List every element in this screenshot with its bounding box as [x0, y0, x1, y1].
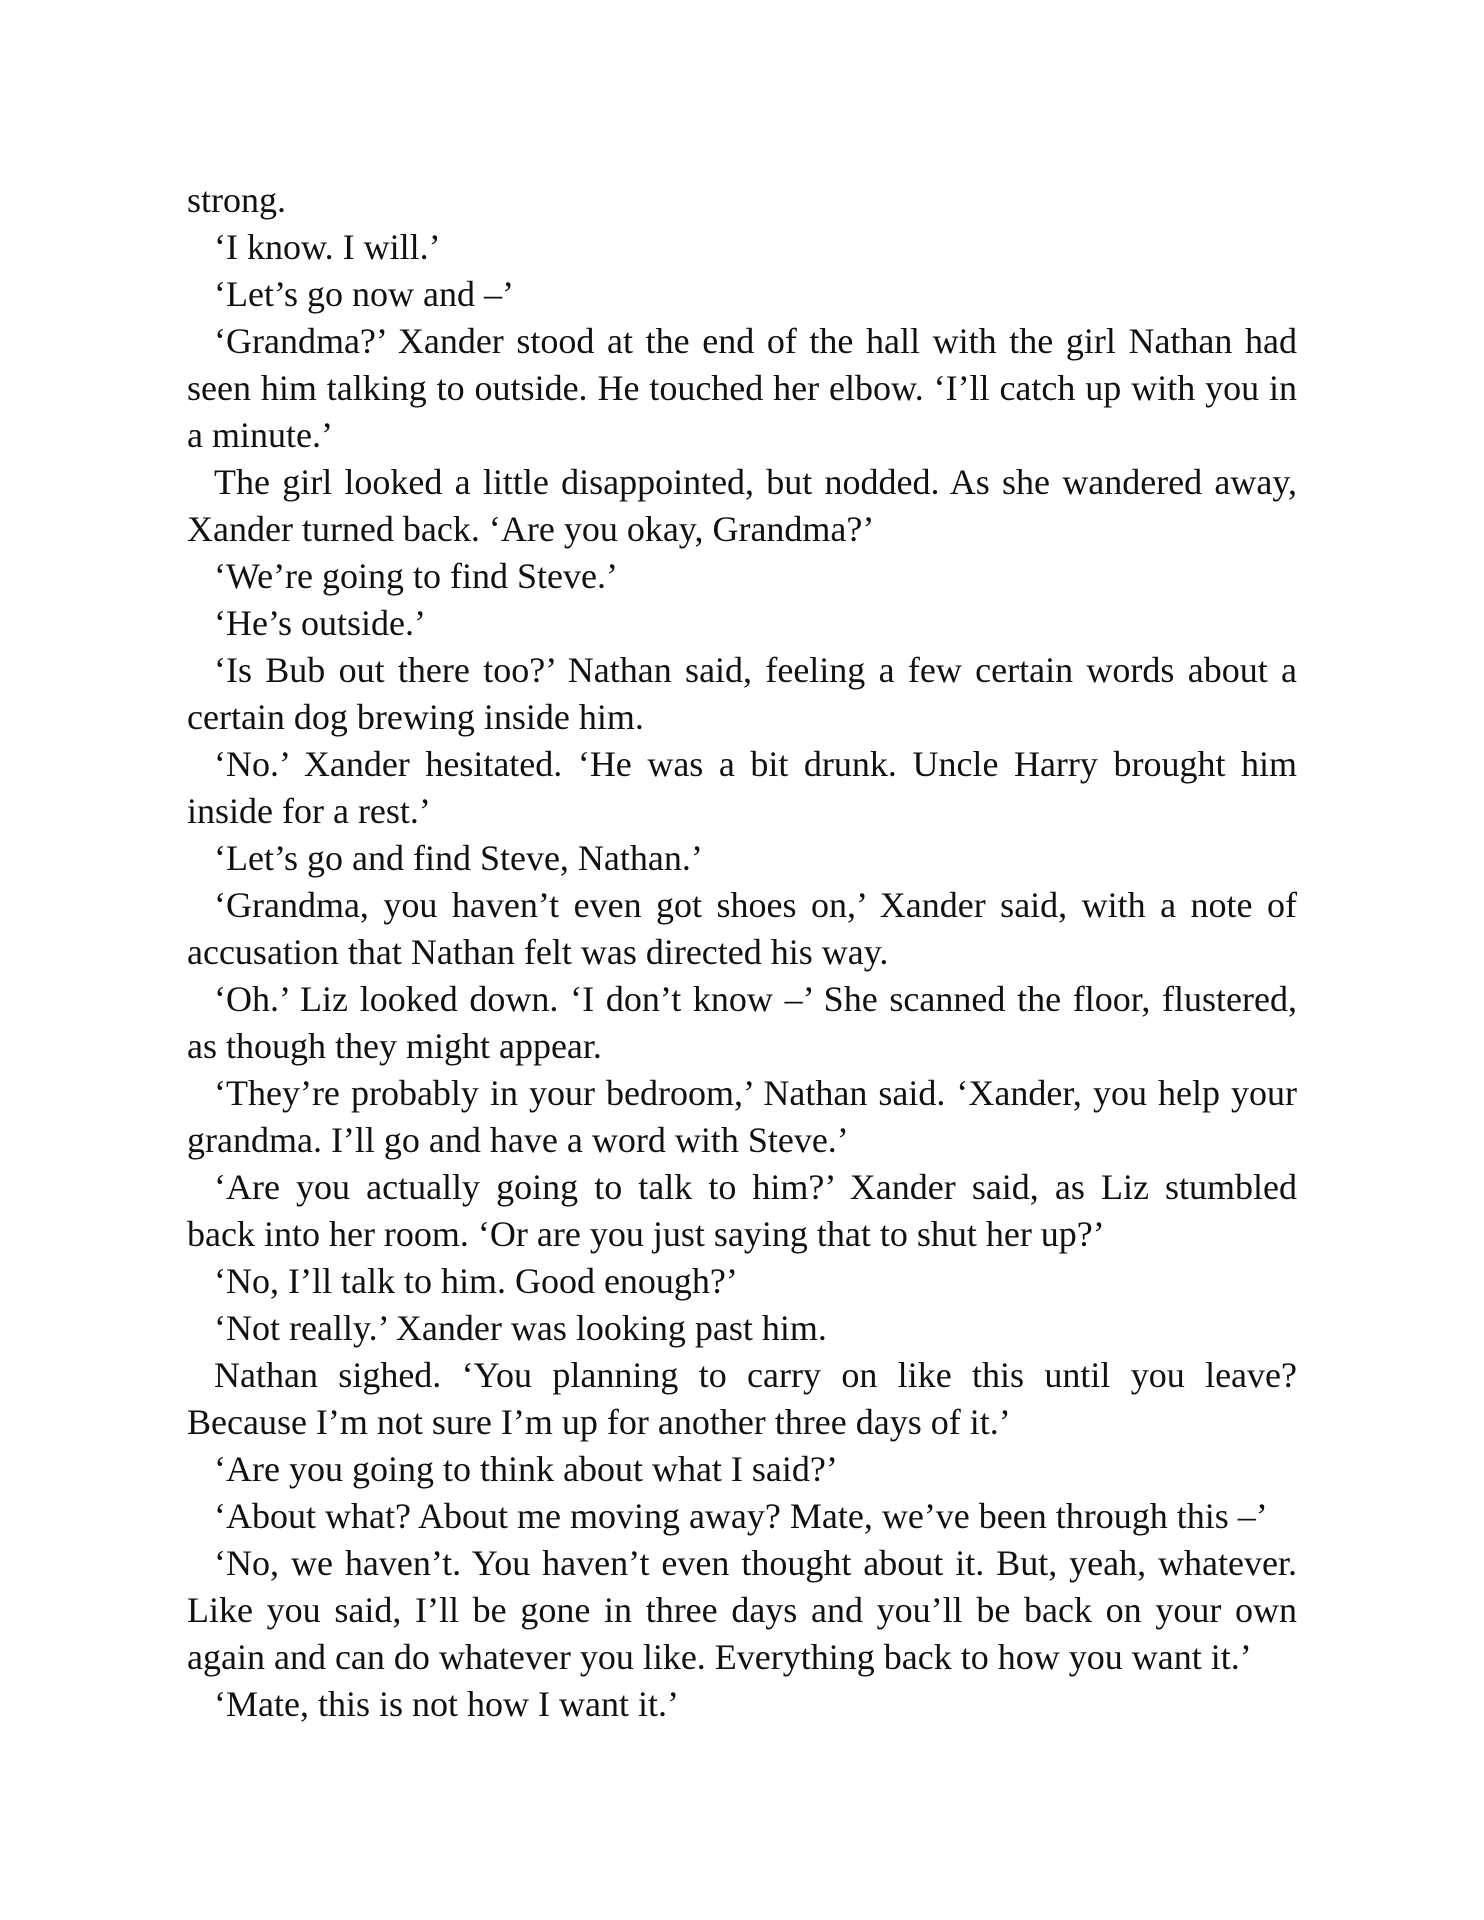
- text-line: inside for a rest.’: [187, 791, 431, 831]
- text-line: strong.: [187, 180, 286, 220]
- text-line: ‘Let’s go and find Steve, Nathan.’: [214, 838, 703, 878]
- text-line: again and can do whatever you like. Everything back to how you want it.’: [187, 1637, 1252, 1677]
- text-line: back into her room. ‘Or are you just saying that to shut her up?’: [187, 1214, 1105, 1254]
- paragraph: [187, 976, 1297, 1070]
- paragraph: [187, 835, 1297, 882]
- text-line: ‘Are you actually going to talk to him?’ Xander said, as Liz stumbled: [214, 1167, 1297, 1207]
- paragraph: [187, 1305, 1297, 1352]
- paragraph: [187, 318, 1297, 459]
- text-line: Nathan sighed. ‘You planning to carry on like this until you leave?: [214, 1355, 1297, 1395]
- text-line: ‘Let’s go now and –’: [214, 274, 514, 314]
- paragraph: [187, 1164, 1297, 1258]
- paragraph: [187, 1352, 1297, 1446]
- text-line: Xander turned back. ‘Are you okay, Grandma?’: [187, 509, 875, 549]
- paragraph: [187, 741, 1297, 835]
- paragraph: [187, 1446, 1297, 1493]
- paragraph: [187, 224, 1297, 271]
- paragraph: [187, 882, 1297, 976]
- paragraph: [187, 1681, 1297, 1728]
- paragraph: [187, 1258, 1297, 1305]
- paragraph: [187, 271, 1297, 318]
- text-line: ‘Is Bub out there too?’ Nathan said, feeling a few certain words about a: [214, 650, 1297, 690]
- paragraph: [187, 459, 1297, 553]
- text-line: ‘No, we haven’t. You haven’t even thought about it. But, yeah, whatever.: [214, 1543, 1297, 1583]
- text-line: ‘They’re probably in your bedroom,’ Nathan said. ‘Xander, you help your: [214, 1073, 1297, 1113]
- text-line: ‘Grandma, you haven’t even got shoes on,’ Xander said, with a note of: [214, 885, 1297, 925]
- body-text: [187, 177, 1297, 1728]
- paragraph: [187, 177, 1297, 224]
- text-line: ‘We’re going to find Steve.’: [214, 556, 618, 596]
- text-line: ‘I know. I will.’: [214, 227, 441, 267]
- text-line: Like you said, I’ll be gone in three days and you’ll be back on your own: [187, 1590, 1297, 1630]
- text-line: The girl looked a little disappointed, but nodded. As she wandered away,: [214, 462, 1297, 502]
- text-line: grandma. I’ll go and have a word with Steve.’: [187, 1120, 849, 1160]
- text-line: Because I’m not sure I’m up for another three days of it.’: [187, 1402, 1011, 1442]
- text-line: as though they might appear.: [187, 1026, 602, 1066]
- text-line: certain dog brewing inside him.: [187, 697, 644, 737]
- text-line: ‘He’s outside.’: [214, 603, 426, 643]
- paragraph: [187, 1070, 1297, 1164]
- text-line: ‘About what? About me moving away? Mate, we’ve been through this –’: [214, 1496, 1268, 1536]
- paragraph: [187, 1540, 1297, 1681]
- text-line: ‘No.’ Xander hesitated. ‘He was a bit drunk. Uncle Harry brought him: [214, 744, 1297, 784]
- paragraph: [187, 647, 1297, 741]
- text-line: ‘No, I’ll talk to him. Good enough?’: [214, 1261, 738, 1301]
- paragraph: [187, 1493, 1297, 1540]
- text-line: seen him talking to outside. He touched her elbow. ‘I’ll catch up with you in: [187, 368, 1297, 408]
- text-line: ‘Mate, this is not how I want it.’: [214, 1684, 679, 1724]
- text-line: ‘Oh.’ Liz looked down. ‘I don’t know –’ She scanned the floor, flustered,: [214, 979, 1297, 1019]
- paragraph: [187, 553, 1297, 600]
- text-line: ‘Are you going to think about what I said?’: [214, 1449, 838, 1489]
- text-line: ‘Not really.’ Xander was looking past him.: [214, 1308, 827, 1348]
- text-line: a minute.’: [187, 415, 333, 455]
- text-line: ‘Grandma?’ Xander stood at the end of the hall with the girl Nathan had: [214, 321, 1297, 361]
- text-line: accusation that Nathan felt was directed his way.: [187, 932, 889, 972]
- paragraph: [187, 600, 1297, 647]
